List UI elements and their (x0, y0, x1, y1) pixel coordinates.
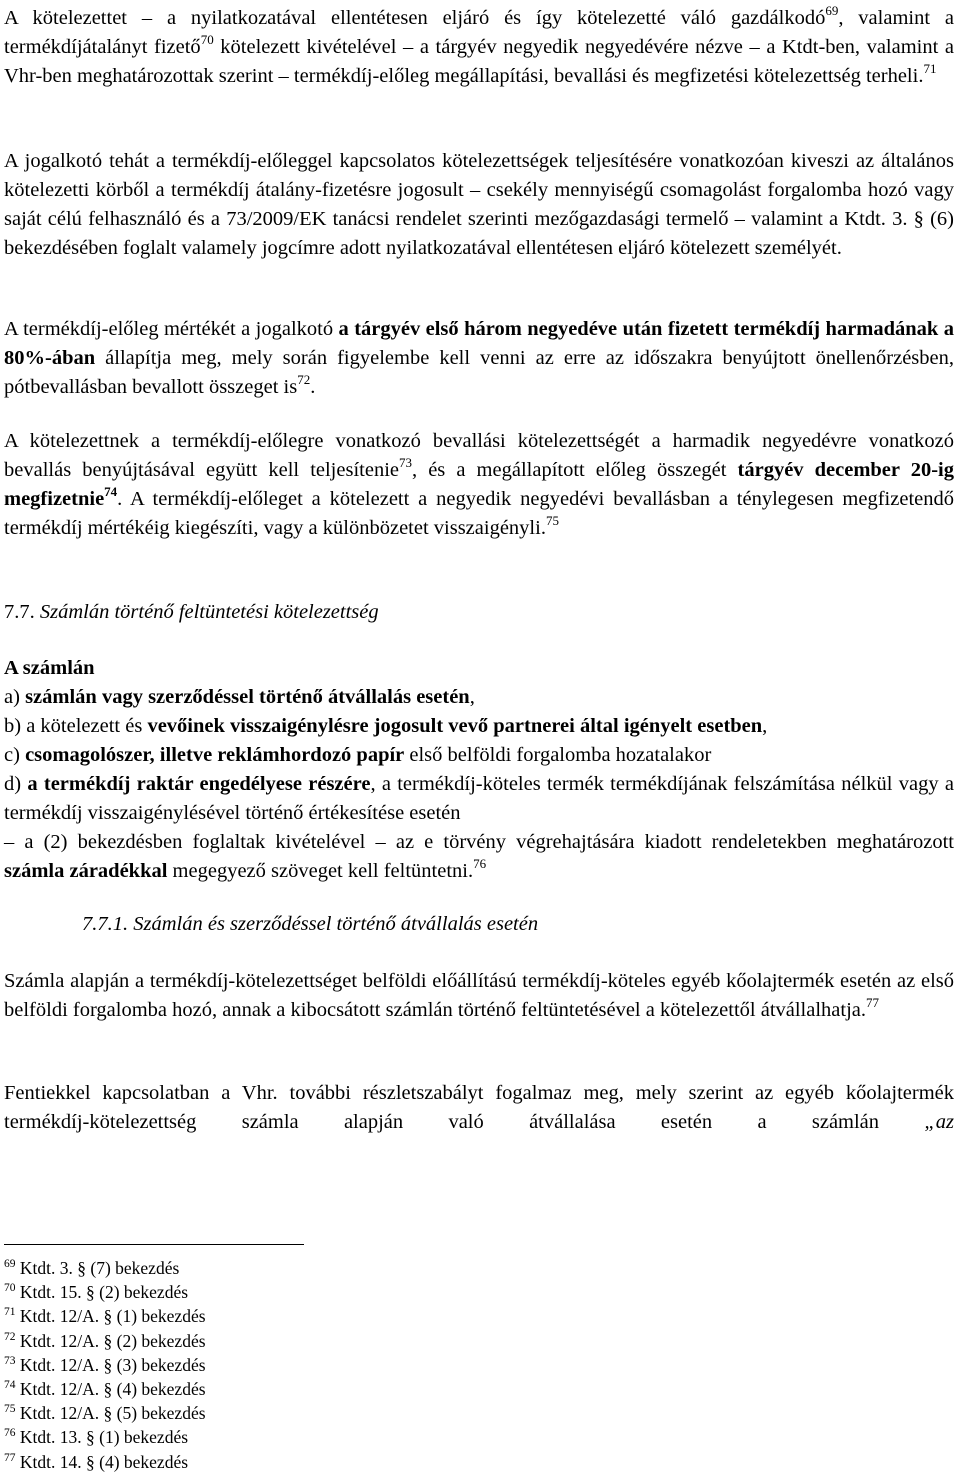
list-item (4, 683, 954, 712)
paragraph-text: . (310, 376, 316, 398)
footnote-text: Ktdt. 15. § (2) bekezdés (15, 1282, 189, 1303)
heading-title: Számlán történő feltüntetési kötelezettség (39, 601, 379, 623)
footnote-number: 72 (4, 1330, 16, 1343)
list-marker: a) (4, 686, 26, 708)
paragraph-text: A jogalkotó tehát a termékdíj-előleggel kapcsolatos kötelezettségek teljesítésére vonatkozóan kiveszi az általános kötelezetti körből a termékdíj átalány-fizetésre jogosult – csekély mennyiségű csomagolást forgalomba hozó vagy saját célú felhasználó és a 73/2009/EK tanácsi rendelet szerinti mezőgazdasági termelő – valamint a Ktdt. 3. § (6) bekezdésében foglalt valamely jogcímre adott nyilatkozatával ellentétesen eljáró kötelezett személyét. (4, 150, 954, 259)
footnote-item (4, 1401, 206, 1425)
heading-number: 7.7.1. (82, 913, 134, 935)
footnote-item (4, 1425, 206, 1449)
paragraph-text: A kötelezettet – a nyilatkozatával ellentétesen eljáró és így kötelezetté váló gazdálkodó (4, 7, 826, 29)
paragraph-text: állapítja meg, mely során figyelembe kell venni az erre az időszakra benyújtott önellenőrzésben, pótbevallásban bevallott összeget is (4, 347, 954, 398)
footnote-ref[interactable]: 69 (825, 3, 839, 18)
section-heading-7-7-1 (82, 910, 954, 939)
list-marker: c) (4, 744, 26, 766)
footnote-text: Ktdt. 12/A. § (2) bekezdés (15, 1330, 206, 1351)
list-intro (4, 654, 954, 683)
paragraph-text: – a (2) bekezdésben foglaltak kivételével – az e törvény végrehajtására kiadott rendeletekben meghatározott (4, 831, 954, 853)
paragraph-invoice-transfer (4, 967, 954, 1025)
paragraph-text: A kötelezettnek a termékdíj-előlegre vonatkozó bevallási kötelezettségét a harmadik negyedévre vonatkozó bevallás benyújtásával együtt kell teljesítenie (4, 430, 954, 481)
list-item (4, 712, 954, 741)
footnote-item (4, 1450, 206, 1474)
footnote-text: Ktdt. 14. § (4) bekezdés (15, 1451, 189, 1472)
footnote-divider (4, 1244, 304, 1245)
heading-number: 7.7. (4, 601, 40, 623)
paragraph-vhr-rules (4, 1079, 954, 1137)
footnote-text: Ktdt. 12/A. § (3) bekezdés (15, 1354, 206, 1375)
paragraph-obligation (4, 4, 954, 91)
invoice-list (4, 654, 954, 886)
paragraph-text: , a termékdíj-köteles termék termékdíjának felszámítása nélkül vagy a termékdíj visszaigénylésével történő értékesítése esetén (4, 773, 955, 824)
paragraph-declaration (4, 427, 954, 543)
emphasis-text: tárgyév december 20-ig megfizetnie (4, 459, 954, 510)
paragraph-text: , (762, 715, 768, 737)
footnote-item (4, 1280, 206, 1304)
footnote-ref[interactable]: 72 (297, 372, 311, 387)
footnote-number: 75 (4, 1403, 16, 1416)
footnote-number: 77 (4, 1451, 16, 1464)
emphasis-text: A számlán (4, 657, 95, 679)
emphasis-text: csomagolószer, illetve reklámhordozó papír (25, 744, 405, 766)
list-item (4, 770, 954, 828)
footnote-number: 73 (4, 1354, 16, 1367)
footnote-ref[interactable]: 71 (923, 61, 937, 76)
paragraph-exemptions (4, 147, 954, 263)
footnote-text: Ktdt. 3. § (7) bekezdés (15, 1258, 180, 1278)
footnote-number: 71 (4, 1306, 16, 1319)
paragraph-text: A termékdíj-előleg mértékét a jogalkotó (4, 318, 339, 340)
footnote-item (4, 1256, 206, 1280)
paragraph-text: Számla alapján a termékdíj-kötelezettséget belföldi előállítású termékdíj-köteles egyéb kőolajtermék esetén az első belföldi forgalomba hozó, annak a kibocsátott számlán történő feltüntetésével a kötelezettől átvállalhatja. (4, 970, 954, 1021)
footnote-ref[interactable]: 76 (473, 856, 487, 871)
emphasis-text: számlán vagy szerződéssel történő átvállalás esetén (25, 686, 470, 708)
footnote-number: 70 (4, 1282, 16, 1295)
paragraph-text: első belföldi forgalomba hozatalakor (404, 744, 712, 766)
emphasis-text: számla záradékkal (4, 860, 168, 882)
paragraph-text: megegyező szöveget kell feltüntetni. (167, 860, 474, 882)
footnote-number: 76 (4, 1427, 16, 1440)
paragraph-advance-amount (4, 315, 954, 402)
paragraph-text: , valamint a termékdíjátalányt fizető (4, 7, 954, 58)
emphasis-text: a termékdíj raktár engedélyese részére (27, 773, 371, 795)
paragraph-text: , (469, 686, 475, 708)
list-marker: d) (4, 773, 28, 795)
quote-text: „az (924, 1111, 954, 1133)
paragraph-text: kötelezett kivételével – a tárgyév negyedik negyedévére nézve – a Ktdt-ben, valamint a Vhr-ben meghatározottak szerint – termékdíj-előleg megállapítási, bevallási és megfizetési kötelezettség terheli. (4, 36, 954, 87)
footnote-text: Ktdt. 12/A. § (1) bekezdés (15, 1306, 206, 1327)
footnote-ref[interactable]: 77 (866, 995, 880, 1010)
footnote-number: 69 (4, 1258, 16, 1270)
list-item (4, 741, 954, 770)
emphasis-text: vevőinek visszaigénylésre jogosult vevő partnerei által igényelt esetben (147, 715, 763, 737)
footnote-ref[interactable]: 75 (545, 513, 559, 528)
list-closing (4, 828, 954, 886)
paragraph-text: , és a megállapított előleg összegét (412, 459, 738, 481)
footnotes (4, 1256, 206, 1474)
footnote-text: Ktdt. 13. § (1) bekezdés (15, 1427, 189, 1448)
list-marker: b) a kötelezett és (4, 715, 148, 737)
footnote-number: 74 (4, 1379, 16, 1392)
footnote-ref[interactable]: 74 (104, 484, 118, 499)
emphasis-text: a tárgyév első három negyedéve után fizetett termékdíj harmadának a 80%-ában (4, 318, 955, 369)
footnote-item (4, 1377, 206, 1401)
footnote-item (4, 1304, 206, 1328)
footnote-item (4, 1353, 206, 1377)
footnote-item (4, 1329, 206, 1353)
footnote-ref[interactable]: 70 (200, 32, 214, 47)
footnote-ref[interactable]: 73 (399, 455, 412, 470)
emphasis-text: . A termékdíj-előleget a kötelezett a negyedik negyedévi bevallásban a ténylegesen megfizetendő termékdíj mértékéig kiegészíti, vagy a különbözetet visszaigényli. (4, 488, 954, 539)
paragraph-text: Fentiekkel kapcsolatban a Vhr. további részletszabályt fogalmaz meg, mely szerint az egyéb kőolajtermék termékdíj-kötelezettség számla alapján való átvállalása esetén a számlán (4, 1082, 954, 1133)
heading-title: Számlán és szerződéssel történő átvállalás esetén (133, 913, 539, 935)
footnote-text: Ktdt. 12/A. § (4) bekezdés (15, 1379, 206, 1400)
section-heading-7-7 (4, 598, 954, 627)
footnote-text: Ktdt. 12/A. § (5) bekezdés (15, 1403, 206, 1424)
